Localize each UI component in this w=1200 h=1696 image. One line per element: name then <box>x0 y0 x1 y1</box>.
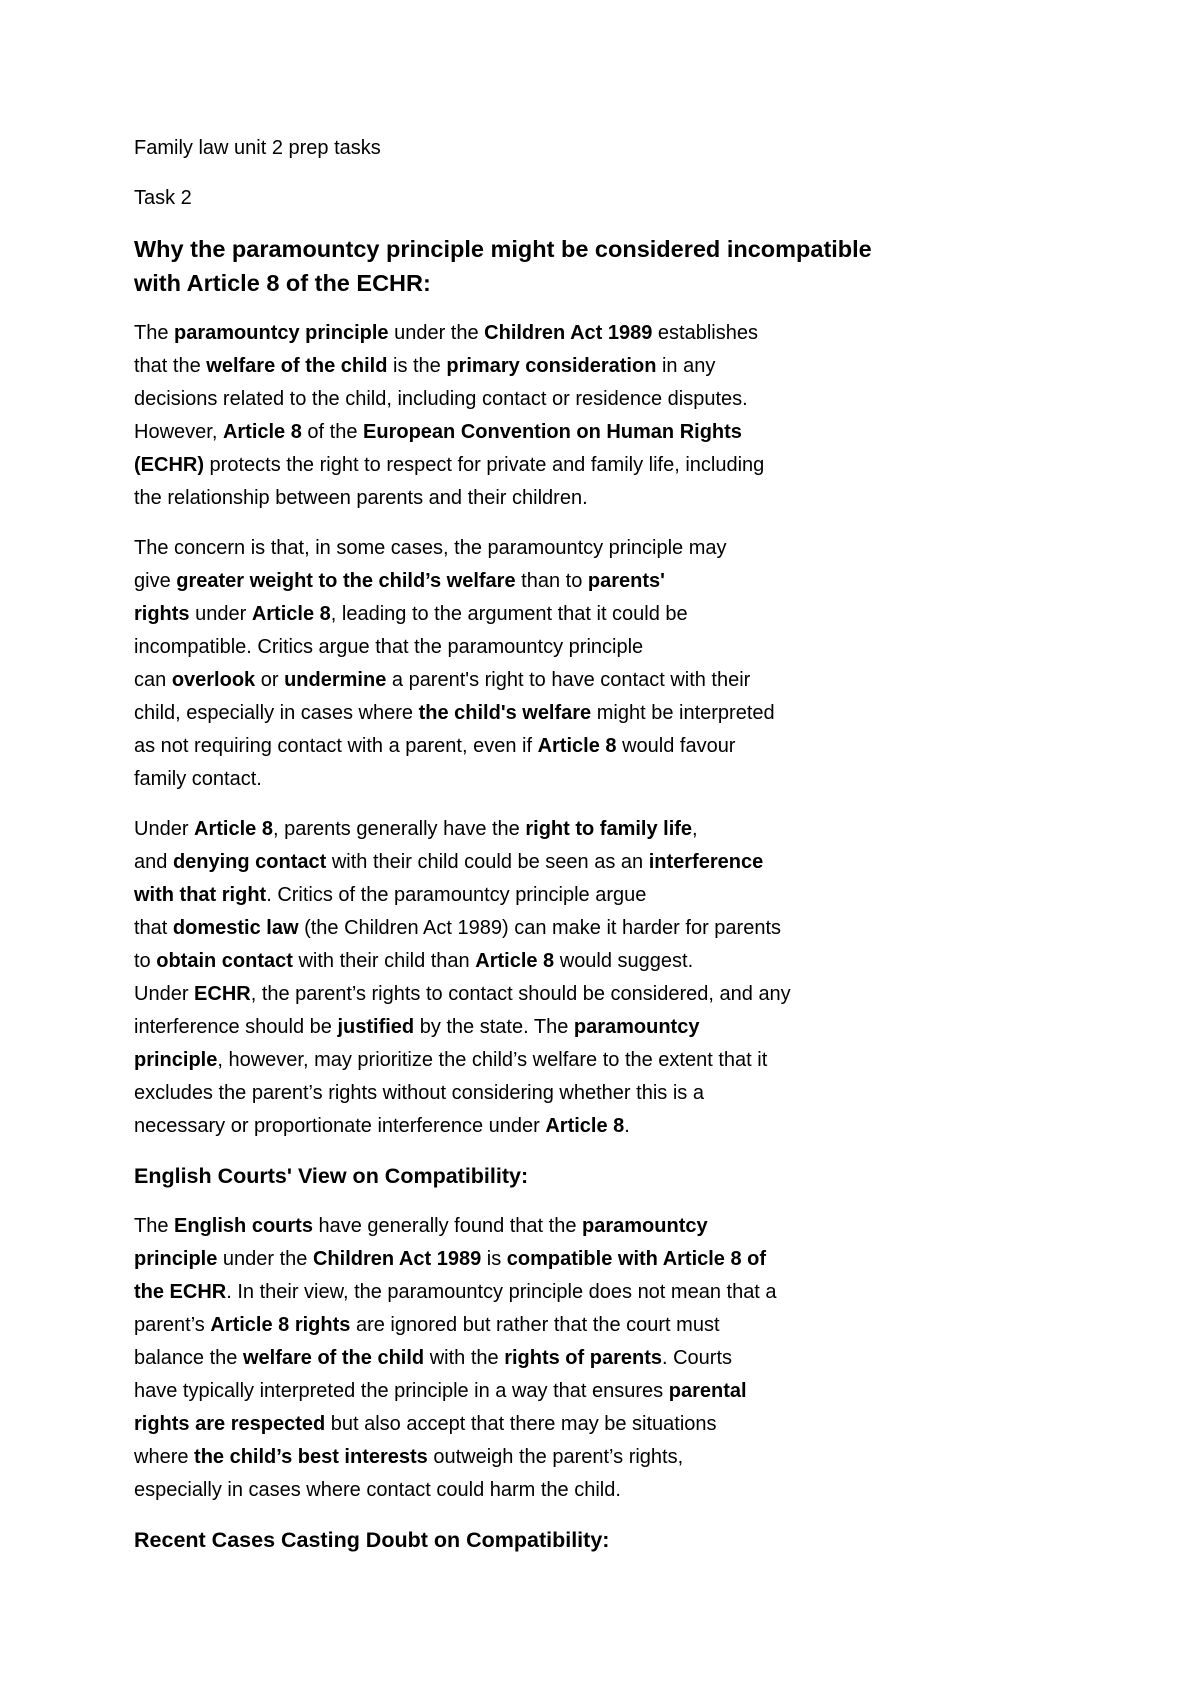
bold-text-run: principle <box>134 1248 218 1270</box>
paragraph-paramountcy-intro <box>134 317 1086 515</box>
text-run: (the Children Act 1989) can make it harder for parents <box>298 917 782 939</box>
bold-text-run: greater weight to the child’s welfare <box>176 570 516 592</box>
bold-text-run: overlook <box>171 669 256 691</box>
bold-text-run: Article 8 rights <box>210 1314 351 1336</box>
bold-text-run: rights <box>134 603 190 625</box>
text-run: , parents generally have the <box>272 818 526 840</box>
bold-text-run: the ECHR <box>134 1281 227 1303</box>
bold-text-run: English courts <box>174 1215 313 1237</box>
bold-text-run: the child's welfare <box>418 702 592 724</box>
paragraph-article8-rights <box>134 813 1086 1143</box>
text-run: of the <box>301 421 364 443</box>
text-run: is the <box>387 355 447 377</box>
text-run: The <box>134 322 175 344</box>
bold-text-run: with Article 8 of the ECHR: <box>134 270 431 296</box>
text-run: would suggest. <box>554 950 694 972</box>
text-run: that <box>134 917 173 939</box>
text-run: with their child could be seen as an <box>326 851 649 873</box>
bold-text-run: English Courts' View on Compatibility: <box>134 1164 529 1188</box>
text-run: a parent's right to have contact with their <box>386 669 751 691</box>
text-run: Under <box>134 983 195 1005</box>
bold-text-run: Article 8 <box>251 603 331 625</box>
text-run: that the <box>134 355 207 377</box>
document-body <box>134 132 1086 1557</box>
text-run: and <box>134 851 173 873</box>
text-run: . <box>624 1115 630 1137</box>
heading-recent-cases <box>134 1524 1086 1557</box>
text-run: to <box>134 950 157 972</box>
text-run: or <box>255 669 285 691</box>
text-run: parent’s <box>134 1314 211 1336</box>
bold-text-run: right to family life <box>525 818 693 840</box>
text-run: interference should be <box>134 1016 338 1038</box>
text-run: . Courts <box>661 1347 733 1369</box>
bold-text-run: primary consideration <box>446 355 657 377</box>
text-run: the relationship between parents and their children. <box>134 487 588 509</box>
text-run: excludes the parent’s rights without considering whether this is a <box>134 1082 704 1104</box>
bold-text-run: rights of parents <box>504 1347 662 1369</box>
text-run: with the <box>424 1347 505 1369</box>
bold-text-run: (ECHR) <box>134 454 204 476</box>
text-run: , the parent’s rights to contact should be considered, and any <box>250 983 791 1005</box>
text-run: necessary or proportionate interference under <box>134 1115 546 1137</box>
bold-text-run: Why the paramountcy principle might be considered incompatible <box>134 236 872 262</box>
text-run: than to <box>515 570 588 592</box>
text-run: especially in cases where contact could harm the child. <box>134 1479 621 1501</box>
doc-title <box>134 132 1086 165</box>
text-run: under the <box>217 1248 313 1270</box>
text-run: However, <box>134 421 223 443</box>
bold-text-run: denying contact <box>172 851 327 873</box>
bold-text-run: compatible with Article 8 of <box>506 1248 767 1270</box>
bold-text-run: undermine <box>284 669 387 691</box>
text-run: . Critics of the paramountcy principle argue <box>266 884 647 906</box>
text-run: child, especially in cases where <box>134 702 419 724</box>
task-label <box>134 182 1086 215</box>
bold-text-run: the child’s best interests <box>194 1446 428 1468</box>
text-run: as not requiring contact with a parent, even if <box>134 735 538 757</box>
bold-text-run: Children Act 1989 <box>312 1248 482 1270</box>
bold-text-run: Article 8 <box>537 735 617 757</box>
bold-text-run: welfare of the child <box>242 1347 425 1369</box>
text-run: Under <box>134 818 195 840</box>
text-run: family contact. <box>134 768 262 790</box>
text-run: establishes <box>652 322 758 344</box>
bold-text-run: parents' <box>587 570 665 592</box>
text-run: , <box>692 818 698 840</box>
text-run: can <box>134 669 172 691</box>
text-run: with their child than <box>292 950 476 972</box>
text-run: outweigh the parent’s rights, <box>427 1446 684 1468</box>
bold-text-run: Recent Cases Casting Doubt on Compatibility: <box>134 1528 610 1552</box>
text-run: are ignored but rather that the court must <box>350 1314 720 1336</box>
text-run: Family law unit 2 prep tasks <box>134 137 381 159</box>
text-run: , leading to the argument that it could be <box>330 603 688 625</box>
paragraph-english-courts <box>134 1210 1086 1507</box>
paragraph-concern <box>134 532 1086 796</box>
text-run: . In their view, the paramountcy principle does not mean that a <box>226 1281 777 1303</box>
text-run: under the <box>388 322 485 344</box>
heading-incompatibility <box>134 232 1086 300</box>
text-run: , however, may prioritize the child’s welfare to the extent that it <box>217 1049 768 1071</box>
bold-text-run: with that right <box>134 884 267 906</box>
text-run: where <box>134 1446 195 1468</box>
text-run: in any <box>656 355 716 377</box>
bold-text-run: Article 8 <box>222 421 302 443</box>
text-run: The concern is that, in some cases, the paramountcy principle may <box>134 537 727 559</box>
bold-text-run: European Convention on Human Rights <box>363 421 742 443</box>
bold-text-run: Article 8 <box>475 950 555 972</box>
bold-text-run: parental <box>668 1380 747 1402</box>
text-run: The <box>134 1215 175 1237</box>
text-run: by the state. The <box>414 1016 574 1038</box>
text-run: might be interpreted <box>591 702 775 724</box>
text-run: give <box>134 570 177 592</box>
text-run: have generally found that the <box>312 1215 583 1237</box>
bold-text-run: principle <box>134 1049 218 1071</box>
bold-text-run: rights are respected <box>134 1413 326 1435</box>
bold-text-run: obtain contact <box>156 950 293 972</box>
text-run: protects the right to respect for private and family life, including <box>204 454 765 476</box>
bold-text-run: welfare of the child <box>206 355 388 377</box>
text-run: Task 2 <box>134 187 192 209</box>
text-run: is <box>481 1248 507 1270</box>
bold-text-run: interference <box>648 851 764 873</box>
bold-text-run: justified <box>337 1016 415 1038</box>
bold-text-run: Article 8 <box>194 818 273 840</box>
text-run: but also accept that there may be situations <box>325 1413 717 1435</box>
bold-text-run: paramountcy principle <box>174 322 389 344</box>
bold-text-run: Article 8 <box>545 1115 625 1137</box>
text-run: balance the <box>134 1347 243 1369</box>
text-run: decisions related to the child, including contact or residence disputes. <box>134 388 748 410</box>
text-run: incompatible. Critics argue that the paramountcy principle <box>134 636 644 658</box>
text-run: under <box>189 603 252 625</box>
bold-text-run: domestic law <box>172 917 299 939</box>
bold-text-run: paramountcy <box>582 1215 708 1237</box>
text-run: would favour <box>616 735 736 757</box>
bold-text-run: Children Act 1989 <box>484 322 653 344</box>
heading-english-courts-view <box>134 1160 1086 1193</box>
text-run: have typically interpreted the principle in a way that ensures <box>134 1380 669 1402</box>
bold-text-run: ECHR <box>194 983 251 1005</box>
bold-text-run: paramountcy <box>573 1016 700 1038</box>
